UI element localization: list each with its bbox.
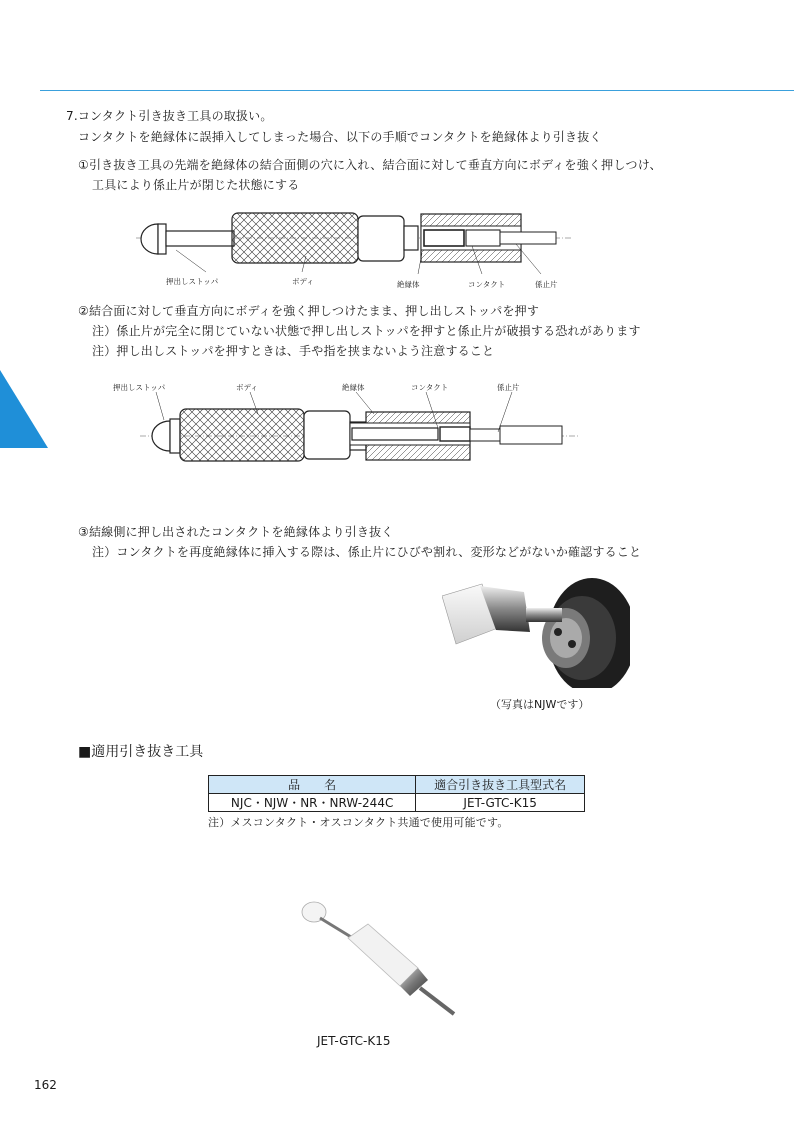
header-rule	[40, 90, 794, 91]
photo-njw-connector	[442, 574, 630, 688]
diagram1-label-latch: 係止片	[535, 280, 558, 289]
photo-tool-jet-gtc-k15	[296, 896, 466, 1026]
tool-note: 注）メスコンタクト・オスコンタクト共通で使用可能です。	[208, 816, 509, 829]
step1-line2: 工具により係止片が閉じた状態にする	[92, 178, 300, 192]
diagram1-label-insulator: 絶縁体	[397, 280, 420, 289]
diagram2-label-latch: 係止片	[497, 383, 520, 392]
diagram2-label-body: ボディ	[236, 383, 258, 392]
page-number: 162	[34, 1078, 57, 1092]
diagram-step2	[140, 392, 580, 464]
tool-table	[208, 775, 585, 812]
side-tab	[0, 370, 50, 448]
table-header-row	[209, 776, 585, 794]
section-heading: 7.コンタクト引き抜き工具の取扱い。	[66, 109, 273, 123]
step2-note2: 注）押し出しストッパを押すときは、手や指を挟まないよう注意すること	[92, 344, 495, 358]
photo-caption: （写真はNJWです）	[490, 698, 590, 711]
table-cell-product: NJC・NJW・NR・NRW-244C	[209, 794, 416, 812]
step2-note1: 注）係止片が完全に閉じていない状態で押し出しストッパを押すと係止片が破損する恐れがあります	[92, 324, 641, 338]
diagram1-label-stopper: 押出しストッパ	[166, 277, 219, 286]
step3-note: 注）コンタクトを再度絶縁体に挿入する際は、係止片にひびや割れ、変形などがないか確認すること	[92, 545, 642, 559]
table-header-product: 品 名	[209, 776, 416, 794]
table-header-tool: 適合引き抜き工具型式名	[416, 776, 585, 794]
diagram2-label-insulator: 絶縁体	[342, 383, 365, 392]
table-row	[209, 794, 585, 812]
step1-line1: ①引き抜き工具の先端を絶縁体の結合面側の穴に入れ、結合面に対して垂直方向にボディを強く押しつけ、	[78, 158, 662, 172]
table-cell-tool: JET-GTC-K15	[416, 794, 585, 812]
diagram1-label-contact: コンタクト	[468, 280, 506, 289]
diagram2-label-stopper: 押出しストッパ	[113, 383, 166, 392]
diagram1-label-body: ボディ	[292, 277, 314, 286]
tool-section-title: ■適用引き抜き工具	[78, 744, 204, 760]
step3-line1: ③結線側に押し出されたコンタクトを絶縁体より引き抜く	[78, 525, 394, 539]
section-intro: コンタクトを絶縁体に誤挿入してしまった場合、以下の手順でコンタクトを絶縁体より引き抜く	[78, 130, 602, 144]
step2-line1: ②結合面に対して垂直方向にボディを強く押しつけたまま、押し出しストッパを押す	[78, 304, 540, 318]
diagram2-label-contact: コンタクト	[411, 383, 449, 392]
tool-caption: JET-GTC-K15	[317, 1034, 391, 1048]
